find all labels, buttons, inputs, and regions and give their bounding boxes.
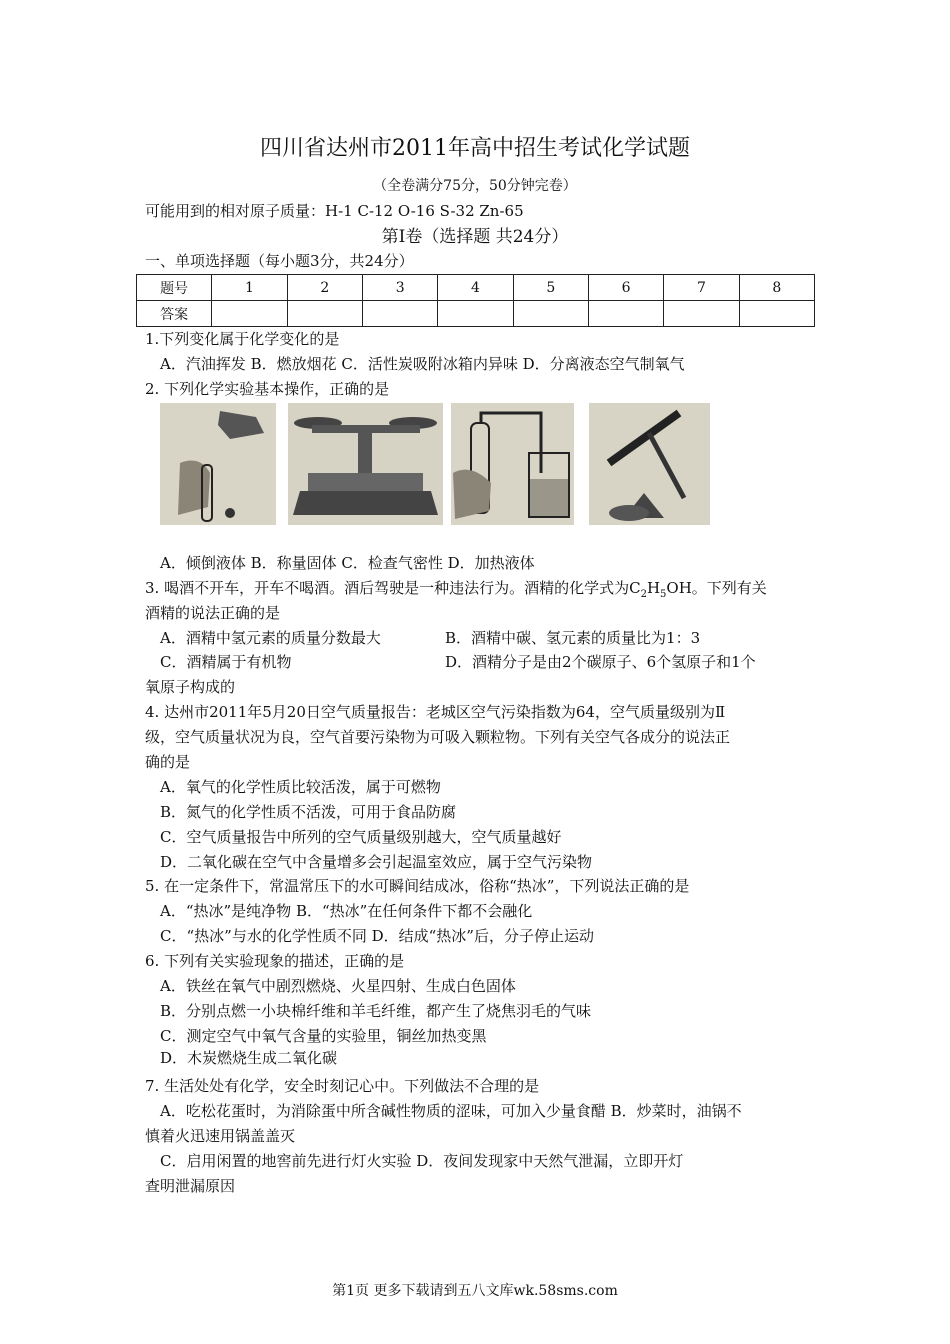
question-number: 5	[513, 275, 588, 301]
q4-option-a: A．氧气的化学性质比较活泼，属于可燃物	[160, 778, 441, 796]
q2-options: A．倾倒液体 B．称量固体 C．检查气密性 D．加热液体	[160, 554, 535, 572]
q6-option-d: D．木炭燃烧生成二氧化碳	[160, 1049, 338, 1067]
answer-table	[136, 274, 815, 327]
atomic-masses: 可能用到的相对原子质量：H-1 C-12 O-16 S-32 Zn-65	[145, 202, 524, 220]
answer-cell[interactable]	[362, 301, 437, 327]
answer-cell[interactable]	[212, 301, 287, 327]
q3-option-d: D．酒精分子是由2个碳原子、6个氢原子和1个	[445, 653, 756, 671]
table-header-cell: 答案	[137, 301, 212, 327]
q3-stem-cont: 酒精的说法正确的是	[145, 604, 281, 622]
table-row	[137, 301, 815, 327]
question-number: 8	[739, 275, 814, 301]
q3-option-a: A．酒精中氢元素的质量分数最大	[160, 629, 381, 647]
q5-options-ab: A．“热冰”是纯净物 B．“热冰”在任何条件下都不会融化	[160, 902, 533, 920]
q6-option-a: A．铁丝在氧气中剧烈燃烧、火星四射、生成白色固体	[160, 977, 516, 995]
q7-options-ab: A．吃松花蛋时，为消除蛋中所含碱性物质的涩味，可加入少量食醋 B．炒菜时，油锅不	[160, 1102, 742, 1120]
q4-option-d: D．二氧化碳在空气中含量增多会引起温室效应，属于空气污染物	[160, 853, 593, 871]
q4-stem-line2: 级，空气质量状况为良，空气首要污染物为可吸入颗粒物。下列有关空气各成分的说法正	[145, 728, 731, 746]
q1-stem: 1.下列变化属于化学变化的是	[145, 330, 340, 348]
q6-stem: 6. 下列有关实验现象的描述，正确的是	[145, 952, 405, 970]
q7-options-cd-cont: 查明泄漏原因	[145, 1177, 236, 1195]
question-number: 2	[287, 275, 362, 301]
q3-option-b: B．酒精中碳、氢元素的质量比为1：3	[445, 629, 701, 647]
q7-options-cd: C．启用闲置的地窖前先进行灯火实验 D．夜间发现家中天然气泄漏，立即开灯	[160, 1152, 684, 1170]
table-row	[137, 275, 815, 301]
subscript: 5	[660, 589, 667, 600]
q3-option-d-cont: 氧原子构成的	[145, 678, 236, 696]
answer-cell[interactable]	[739, 301, 814, 327]
question-number: 7	[664, 275, 739, 301]
q4-stem-line1: 4. 达州市2011年5月20日空气质量报告：老城区空气污染指数为64，空气质量级别为Ⅱ	[145, 703, 726, 721]
q4-stem-line3: 确的是	[145, 753, 191, 771]
question-number: 6	[588, 275, 663, 301]
answer-cell[interactable]	[287, 301, 362, 327]
part-heading: 一、单项选择题（每小题3分，共24分）	[145, 252, 414, 270]
q1-options: A．汽油挥发 B．燃放烟花 C．活性炭吸附冰箱内异味 D．分离液态空气制氧气	[160, 355, 685, 373]
q6-option-c: C．测定空气中氧气含量的实验里，铜丝加热变黑	[160, 1027, 487, 1045]
page-title: 四川省达州市2011年高中招生考试化学试题	[260, 136, 690, 161]
page-footer: 第1页 更多下载请到五八文库wk.58sms.com	[332, 1283, 618, 1299]
q5-stem: 5. 在一定条件下，常温常压下的水可瞬间结成冰，俗称“热冰”，下列说法正确的是	[145, 877, 690, 895]
q5-options-cd: C．“热冰”与水的化学性质不同 D．结成“热冰”后，分子停止运动	[160, 927, 594, 945]
q3-option-c: C．酒精属于有机物	[160, 653, 292, 671]
section-title: 第Ⅰ卷（选择题 共24分）	[381, 227, 569, 247]
q4-option-b: B．氮气的化学性质不活泼，可用于食品防腐	[160, 803, 457, 821]
answer-cell[interactable]	[588, 301, 663, 327]
q7-options-ab-cont: 慎着火迅速用锅盖盖灭	[145, 1127, 296, 1145]
question-number: 1	[212, 275, 287, 301]
question-number: 3	[362, 275, 437, 301]
q3-stem-text: H	[646, 579, 661, 597]
page-subtitle: （全卷满分75分，50分钟完卷）	[373, 178, 577, 194]
q4-option-c: C．空气质量报告中所列的空气质量级别越大，空气质量越好	[160, 828, 562, 846]
subscript: 2	[640, 589, 647, 600]
q3-stem	[145, 578, 767, 605]
answer-cell[interactable]	[438, 301, 513, 327]
q3-stem-text: 3. 喝酒不开车，开车不喝酒。酒后驾驶是一种违法行为。酒精的化学式为C	[145, 579, 641, 597]
answer-cell[interactable]	[664, 301, 739, 327]
answer-cell[interactable]	[513, 301, 588, 327]
heat-liquid-image	[589, 403, 710, 525]
pour-liquid-image	[160, 403, 276, 525]
balance-image	[288, 403, 443, 525]
q6-option-b: B．分别点燃一小块棉纤维和羊毛纤维，都产生了烧焦羽毛的气味	[160, 1002, 592, 1020]
q7-stem: 7. 生活处处有化学，安全时刻记心中。下列做法不合理的是	[145, 1077, 540, 1095]
q2-stem: 2. 下列化学实验基本操作，正确的是	[145, 380, 390, 398]
question-number: 4	[438, 275, 513, 301]
q3-stem-text: OH。下列有关	[666, 579, 767, 597]
airtightness-image	[451, 403, 574, 525]
table-header-cell: 题号	[137, 275, 212, 301]
